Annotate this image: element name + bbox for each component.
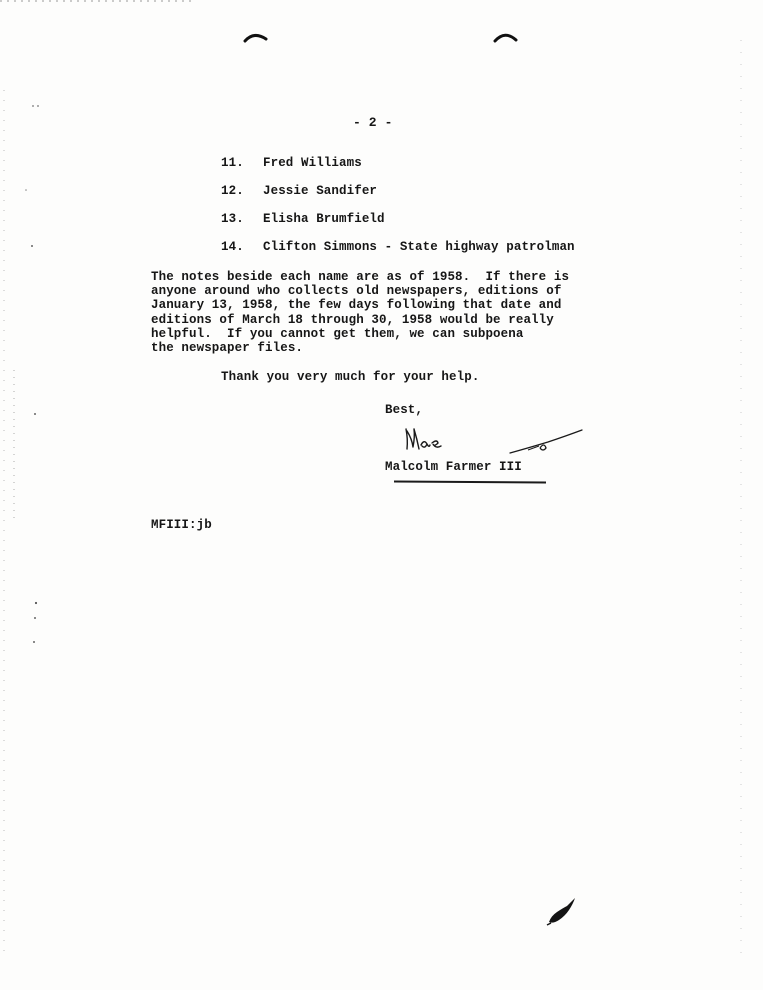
- paragraph-line: the newspaper files.: [151, 341, 304, 356]
- list-item: [221, 156, 362, 170]
- signature-underline: [394, 480, 546, 483]
- list-item-text: Clifton Simmons - State highway patrolman: [263, 240, 575, 254]
- list-item-number: 11.: [221, 156, 244, 170]
- reference-initials: MFIII:jb: [151, 518, 212, 532]
- handwritten-signature: [403, 425, 445, 453]
- ink-mark: [545, 896, 579, 926]
- page-number: - 2 -: [353, 115, 393, 130]
- list-item-number: 12.: [221, 184, 244, 198]
- thanks-line: Thank you very much for your help.: [221, 370, 480, 384]
- closing-line: Best,: [385, 403, 424, 417]
- paragraph-line: The notes beside each name are as of 1958. If there is: [151, 270, 570, 284]
- scan-edge-dots-right: [735, 0, 763, 990]
- list-item-number: 14.: [221, 240, 244, 254]
- paragraph-line: January 13, 1958, the few days following that date and: [151, 298, 562, 313]
- list-item: [221, 240, 575, 254]
- paragraph-line: editions of March 18 through 30, 1958 would be really: [151, 312, 554, 327]
- typed-signer-name: Malcolm Farmer III: [385, 460, 522, 474]
- list-item-number: 13.: [221, 212, 244, 226]
- pen-check-mark: [508, 428, 584, 456]
- scan-edge-dots-left: [0, 0, 40, 990]
- list-item: [221, 184, 377, 198]
- list-item-text: Jessie Sandifer: [263, 184, 378, 198]
- binding-mark-left: [243, 30, 269, 44]
- binding-mark-right: [493, 30, 519, 44]
- body-paragraph: [151, 270, 569, 355]
- paragraph-line: anyone around who collects old newspapers, editions of: [151, 284, 562, 299]
- list-item: [221, 212, 385, 226]
- list-item-text: Elisha Brumfield: [263, 212, 385, 226]
- list-item-text: Fred Williams: [263, 156, 362, 170]
- paragraph-line: helpful. If you cannot get them, we can subpoena: [151, 326, 524, 341]
